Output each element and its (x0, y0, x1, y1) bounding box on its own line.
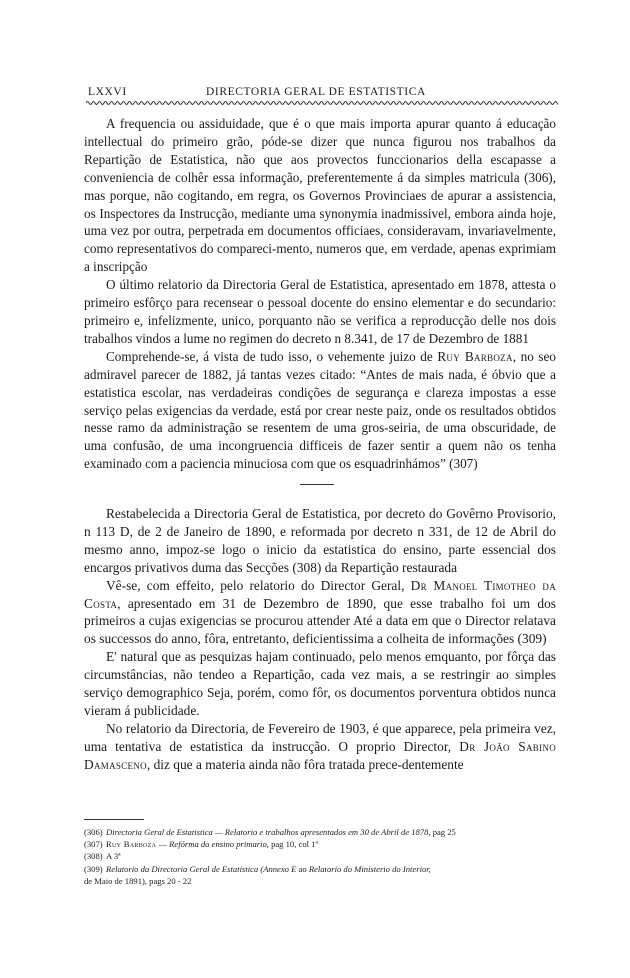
footnote-308 (84, 850, 556, 862)
footnote-text: pag 10, col 1ª (268, 839, 318, 850)
footnote-number: (308) (84, 851, 103, 862)
footnote-number: (307) (84, 839, 103, 850)
paragraph-restabelecida: Restabelecida a Directoria Geral de Estatistica, por decreto do Govêrno Provisorio, n 113 D, de 2 de Janeiro de 1890, e reformada por decreto n 331, de 12 de Abril do mesmo anno, impoz-se logo o inicio da estatistica do ensino, parte essencial dos encargos privativos duma das Secções (308) da Repartição restaurada (84, 506, 556, 575)
paragraph-text: , apresentado em 31 de Dezembro de 1890, que esse trabalho foi um dos primeiros a cujas exigencias se procurou attender Até a data em que o Director relatava os successos do anno, fôra, entretanto, deficientissima a colheita de informações (309) (84, 595, 556, 647)
footnote-text: de Maio de 1891), pags 20 - 22 (84, 875, 192, 886)
running-title: DIRECTORIA GERAL DE ESTATISTICA (206, 86, 426, 98)
paragraph-ve-se (84, 577, 556, 649)
paragraph-ruy-barboza (84, 348, 556, 473)
paragraph-text: No relatorio da Directoria, de Fevereiro de 1903, é que apparece, pela primeira vez, uma tentativa de estatistica da instrucção. O proprio Director, (84, 720, 556, 754)
paragraph-ultimo-relatorio: O último relatorio da Directoria Geral de Estatistica, apresentado em 1878, attesta o primeiro esfôrço para recensear o pessoal docente do ensino elementar e do secundario: primeiro e, infelizmente, unico, porquanto não se verifica a reproducção delle nos dois trabalhos vindos a lume no regimen do decreto n 8.341, de 17 de Dezembro de 1881 (84, 277, 556, 346)
paragraph-text: Vê-se, com effeito, pelo relatorio do Director Geral, (106, 577, 411, 593)
section-separator (300, 484, 334, 485)
footnote-citation: Relatorio do Ministerio do Interior, (308, 863, 431, 874)
page-header (88, 86, 556, 100)
footnote-307 (84, 838, 556, 850)
footnote-author: Ruy Barboza (106, 839, 157, 850)
page-number: LXXVI (88, 86, 127, 98)
paragraph-relatorio-1903 (84, 720, 556, 774)
footnote-306 (84, 826, 556, 838)
paragraph-frequencia: A frequencia ou assiduidade, que é o que mais importa apurar quanto á educação intellectual do primeiro grão, póde-se dizer que nunca figurou nos trabalhos da Repartição de Estatistica, não que aos provectos funccionarios della escapasse a conveniencia de colhêr essa informação, preferentemente á da simples matricula (306), mas porque, não cogitando, em regra, os Governos Provinciaes de apurar a assistencia, os Inspectores da Instrucção, mediante uma synonymia inadmissivel, embora ainda hoje, uma vez por outra, perpetrada em documentos officiaes, consideravam, invariavelmente, como representativos do compareci-mento, numeros que, em verdade, apenas exprimiam a inscripção (84, 116, 556, 275)
footnote-text: A 3ª (106, 851, 121, 862)
footnote-citation: Refórma do ensino primario, (169, 839, 269, 850)
footnote-309 (84, 863, 556, 887)
footnote-number: (309) (84, 863, 103, 874)
footnote-text: ao (296, 863, 309, 874)
paragraph-text: , no seo admiravel parecer de 1882, já tantas vezes citado: “Antes de mais nada, é óbvio que a estatistica escolar, nas verdadeiras condições de segurança e clareza impostas a esse serviço pelas exigencias da verdade, está por crear neste paiz, onde os resultados obtidos nesse ramo da administração se resentem de uma gros-seiria, de uma obscuridade, de uma confusão, de uma incongruencia difficeis de fazer sentir a quem não os tenha examinado com a paciencia minuciosa com que os esquadrinhámos” (307) (84, 348, 556, 472)
footnote-citation: Directoria Geral de Estatistica — Relatorio e trabalhos apresentados em 30 de Abril de 1878, (106, 827, 431, 837)
section-one (84, 115, 556, 473)
paragraph-text: Comprehende-se, á vista de tudo isso, o vehemente juizo de (106, 348, 438, 364)
paragraph-pesquizas: E' natural que as pesquizas hajam continuado, pelo menos emquanto, por fôrça das circumstâncias, não tendeo a Repartição, cada vez mais, a se restringir ao simples serviço demographico Seja, porém, como fôr, os documentos porventura obtidos nunca vieram á publicidade. (84, 649, 556, 718)
footnote-number: (306) (84, 827, 103, 837)
footnote-text: — (156, 839, 170, 850)
person-name: Dr João Sabino Damasceno (84, 738, 556, 772)
person-name: Ruy Barboza (437, 348, 513, 364)
footnote-citation: Relatorio da Directoria Geral de Estatistica (Annexo E (106, 863, 297, 874)
person-name: Dr Manoel Timotheo da Costa (84, 577, 556, 611)
paragraph-text: , diz que a materia ainda não fôra tratada prece-dentemente (146, 756, 464, 772)
wavy-header-rule (86, 100, 558, 106)
footnote-text: pag 25 (430, 827, 456, 837)
footnote-rule (84, 819, 144, 820)
section-two (84, 505, 556, 774)
footnotes (84, 826, 556, 887)
